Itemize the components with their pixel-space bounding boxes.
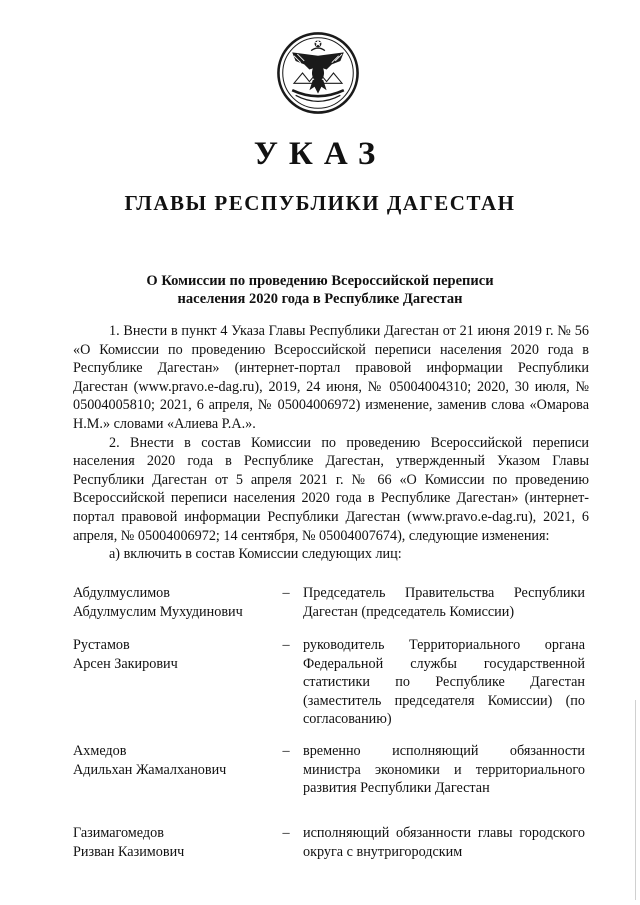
member-given-name: Абдулмуслим Мухудинович	[73, 603, 243, 620]
member-name	[73, 824, 263, 861]
member-surname: Абдулмуслимов	[73, 585, 170, 601]
member-role: исполняющий обязанности главы городского округа с внутригородским	[303, 825, 585, 860]
paragraph-2a: а) включить в состав Комиссии следующих лиц:	[109, 546, 402, 563]
paragraph-2: 2. Внести в состав Комиссии по проведению Всероссийской переписи населения 2020 года в Республике Дагестан, утвержденный Указом Главы Республики Дагестан от 5 апреля 2021 г. № 66 «О Комиссии по проведению Всероссийской переписи населения 2020 года в Республике Дагестан» (интернет-портал правовой информации Республики Дагестан (www.pravo.e-dag.ru), 2021, 6 апреля, № 05004006972; 14 сентября, № 05004007674), следующие изменения:	[73, 434, 589, 544]
paragraph-1: 1. Внести в пункт 4 Указа Главы Республики Дагестан от 21 июня 2019 г. № 56 «О Комиссии по проведению Всероссийской переписи населения 2020 года в Республике Дагестан» (интернет-портал правовой информации Республики Дагестан (www.pravo.e-dag.ru), 2019, 24 июня, № 05004004310; 2020, 30 июля, № 05004005810; 2021, 6 апреля, № 05004006972) изменение, заменив слова «Омарова Н.М.» словами «Алиева Р.А.».	[73, 323, 589, 432]
member-role: Председатель Правительства Республики Дагестан (председатель Комиссии)	[303, 585, 585, 620]
member-given-name: Ризван Казимович	[73, 843, 185, 860]
member-dash: –	[282, 743, 290, 759]
member-dash: –	[282, 637, 290, 653]
member-dash: –	[282, 585, 290, 601]
decree-body	[73, 322, 589, 564]
decree-heading	[90, 272, 550, 308]
member-name	[73, 584, 263, 621]
member-given-name: Арсен Закирович	[73, 655, 178, 672]
decree-title: УКАЗ	[253, 136, 387, 172]
member-name	[73, 742, 263, 779]
member-role: временно исполняющий обязанности министра экономики и территориального развития Республики Дагестан	[303, 743, 585, 797]
member-surname: Ахмедов	[73, 743, 127, 759]
member-given-name: Адильхан Жамалханович	[73, 761, 227, 778]
member-role: руководитель Территориального органа Федеральной службы государственной статистики по Республике Дагестан (заместитель председателя Комиссии) (по согласованию)	[303, 637, 585, 728]
member-surname: Рустамов	[73, 637, 130, 653]
decree-issuer: ГЛАВЫ РЕСПУБЛИКИ ДАГЕСТАН	[124, 191, 516, 215]
dagestan-coat-of-arms-icon	[275, 30, 361, 116]
scan-edge-mark	[635, 700, 636, 900]
member-surname: Газимагомедов	[73, 825, 164, 841]
member-name	[73, 636, 263, 673]
member-dash: –	[282, 825, 290, 841]
decree-heading-line-1: О Комиссии по проведению Всероссийской переписи	[146, 273, 494, 289]
decree-heading-line-2: населения 2020 года в Республике Дагестан	[177, 291, 463, 307]
